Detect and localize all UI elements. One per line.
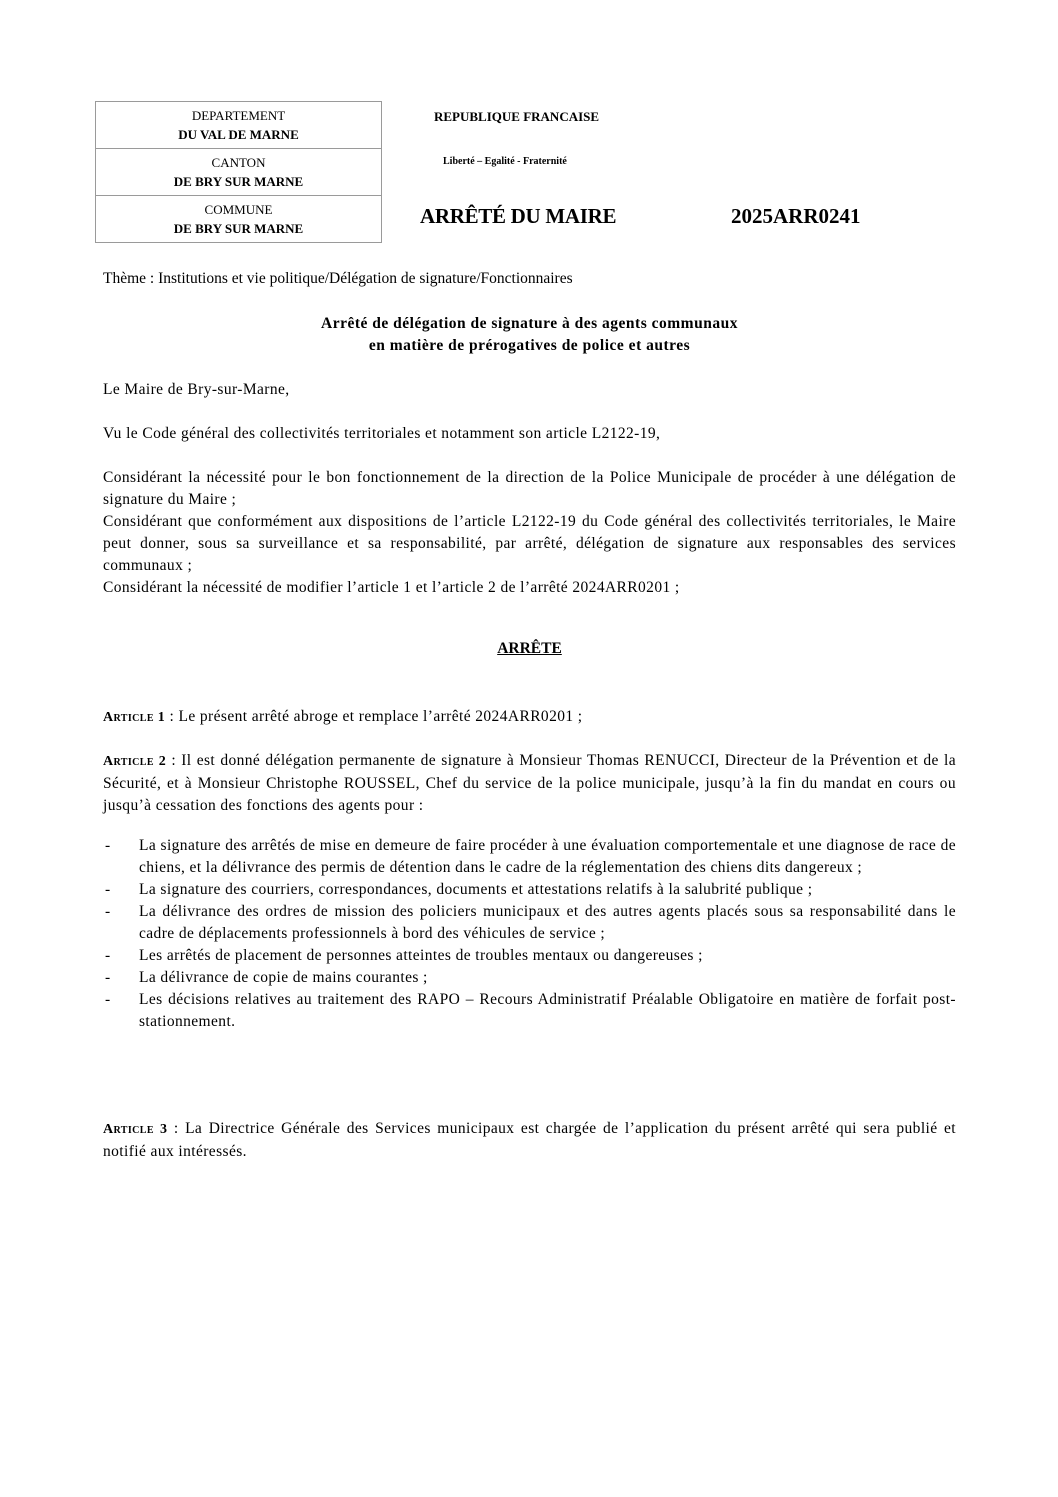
document-number: 2025ARR0241 — [731, 204, 861, 228]
document-title: ARRÊTÉ DU MAIRE — [420, 204, 617, 228]
article-2 — [103, 750, 956, 817]
republic-label: REPUBLIQUE FRANCAISE — [434, 109, 600, 124]
header-value: DU VAL DE MARNE — [178, 127, 299, 142]
header-value: DE BRY SUR MARNE — [173, 174, 304, 189]
bullet-dash: - — [105, 903, 111, 920]
article-text: : Il est donné délégation permanente de signature à Monsieur Thomas RENUCCI, Directeur de la Prévention et de la Sécurité, et à Monsieur Christophe ROUSSEL, Chef du service de la police municipale, jusqu’à la fin du mandat en cours ou jusqu’à cessation des fonctions des agents pour : — [103, 752, 956, 814]
article-3 — [103, 1118, 956, 1163]
article-text: : Le présent arrêté abroge et remplace l’arrêté 2024ARR0201 ; — [165, 708, 583, 725]
list-item-text: La signature des courriers, correspondances, documents et attestations relatifs à la salubrité publique ; — [139, 881, 813, 898]
list-item — [103, 835, 956, 879]
article-1 — [103, 706, 956, 729]
intro-line: Le Maire de Bry-sur-Marne, — [103, 381, 290, 398]
motto: Liberté – Egalité - Fraternité — [443, 156, 567, 167]
header-label: DEPARTEMENT — [191, 108, 286, 123]
list-item — [103, 967, 956, 989]
list-item — [103, 879, 956, 901]
list-item-text: La délivrance des ordres de mission des policiers municipaux et des autres agents placés sous sa responsabilité dans le cadre de déplacements professionnels à bord des véhicules de service ; — [139, 903, 956, 942]
arrete-heading: ARRÊTE — [497, 640, 562, 657]
considerant: Considérant la nécessité pour le bon fonctionnement de la direction de la Police Municipale de procéder à une délégation de signature du Maire ; — [103, 469, 956, 508]
delegation-list — [103, 835, 956, 1033]
vu-line: Vu le Code général des collectivités territoriales et notamment son article L2122-19, — [103, 425, 661, 442]
list-item-text: La signature des arrêtés de mise en demeure de faire procéder à une évaluation comportementale et une diagnose de race de chiens, et la délivrance des permis de détention dans le cadre de la réglementation des chiens dits dangereux ; — [139, 837, 956, 876]
header-value: DE BRY SUR MARNE — [173, 221, 304, 236]
subject — [103, 313, 956, 357]
considerant: Considérant que conformément aux dispositions de l’article L2122-19 du Code général des collectivités territoriales, le Maire peut donner, sous sa surveillance et sa responsabilité, par arrêté, délégation de signature aux responsables des services communaux ; — [103, 513, 956, 574]
list-item — [103, 989, 956, 1033]
list-item-text: Les arrêtés de placement de personnes atteintes de troubles mentaux ou dangereuses ; — [139, 947, 703, 964]
bullet-dash: - — [105, 881, 111, 898]
bullet-dash: - — [105, 991, 111, 1008]
list-item — [103, 945, 956, 967]
considerants — [103, 467, 956, 599]
list-item-text: Les décisions relatives au traitement des RAPO – Recours Administratif Préalable Obligatoire en matière de forfait post-stationnement. — [139, 991, 956, 1030]
subject-line: en matière de prérogatives de police et autres — [368, 337, 691, 354]
list-item — [103, 901, 956, 945]
header-label: CANTON — [211, 155, 266, 170]
header-cell-departement — [96, 102, 382, 149]
header-cell-commune — [96, 196, 382, 243]
theme-line: Thème : Institutions et vie politique/Délégation de signature/Fonctionnaires — [103, 270, 573, 287]
list-item-text: La délivrance de copie de mains courantes ; — [139, 969, 428, 986]
header-cell-canton — [96, 149, 382, 196]
considerant: Considérant la nécessité de modifier l’article 1 et l’article 2 de l’arrêté 2024ARR0201 ; — [103, 579, 680, 596]
subject-line: Arrêté de délégation de signature à des agents communaux — [321, 315, 738, 332]
bullet-dash: - — [105, 947, 111, 964]
header-label: COMMUNE — [204, 202, 273, 217]
article-label: Article 2 — [103, 754, 167, 769]
header-table — [95, 101, 382, 243]
article-label: Article 3 — [103, 1122, 168, 1137]
article-text: : La Directrice Générale des Services municipaux est chargée de l’application du présent arrêté qui sera publié et notifié aux intéressés. — [103, 1120, 956, 1160]
bullet-dash: - — [105, 837, 111, 854]
bullet-dash: - — [105, 969, 111, 986]
article-label: Article 1 — [103, 710, 166, 725]
